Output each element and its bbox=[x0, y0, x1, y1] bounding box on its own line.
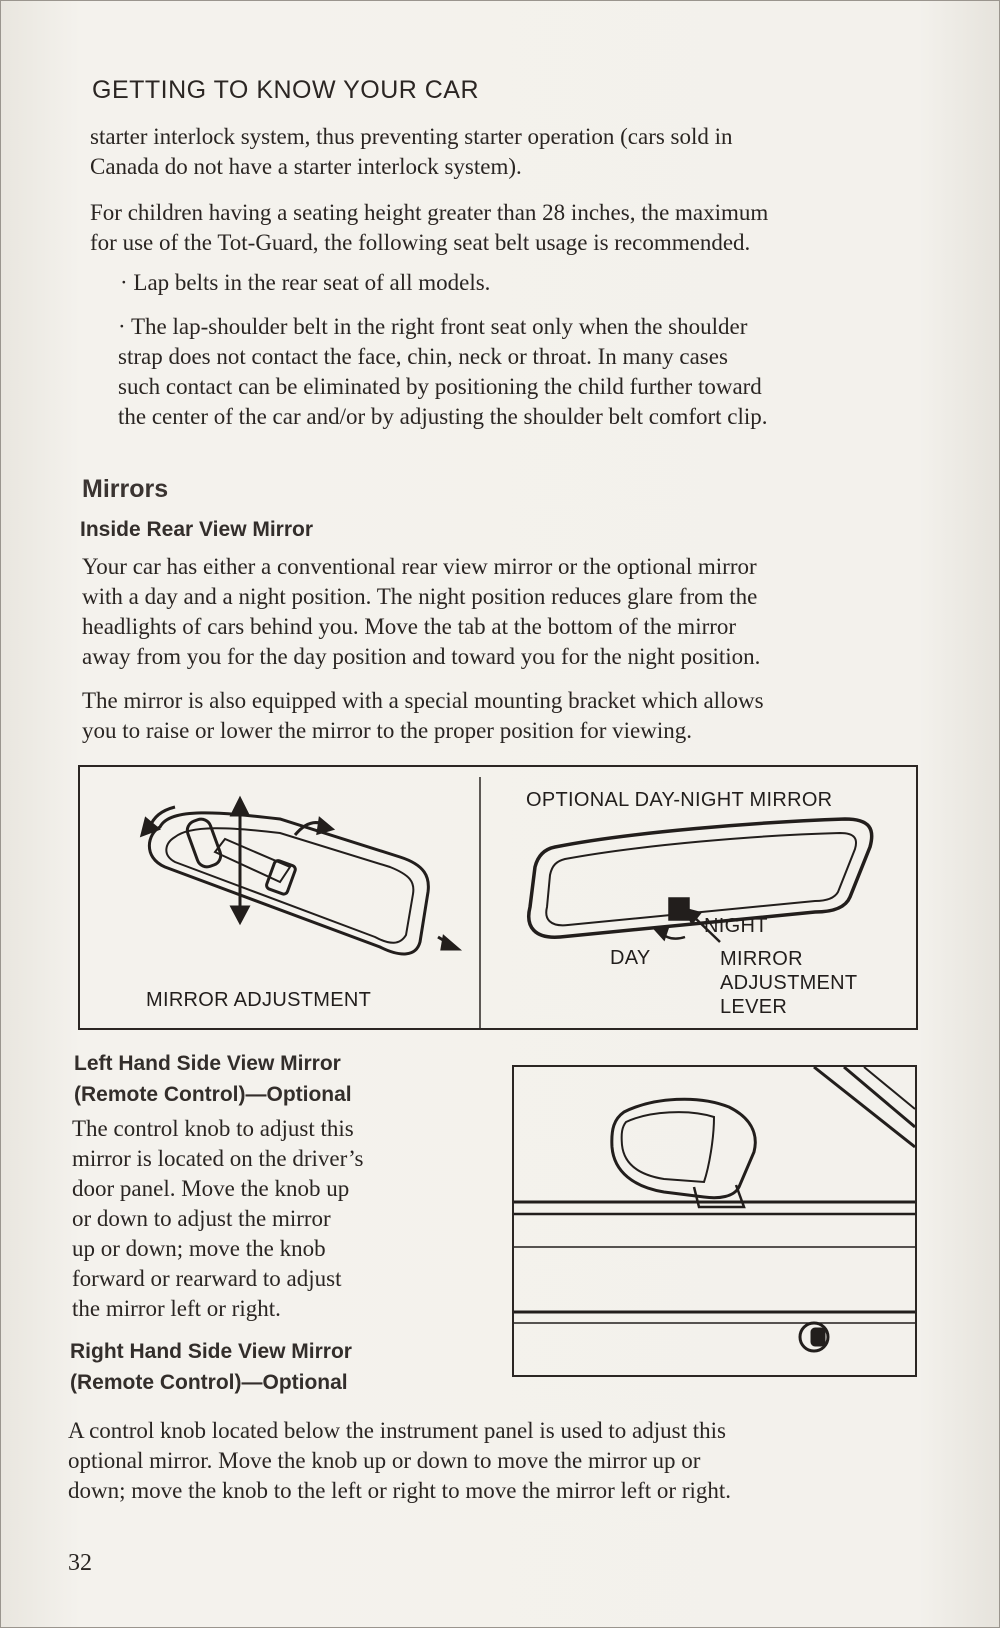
adjustment-arrows-icon bbox=[142, 799, 458, 949]
intro-paragraph-2 bbox=[90, 198, 768, 258]
mirrors-heading: Mirrors bbox=[82, 475, 169, 503]
text-line: down; move the knob to the left or right to move the mirror left or right. bbox=[68, 1478, 732, 1503]
day-night-mirror-caption: OPTIONAL DAY-NIGHT MIRROR bbox=[526, 789, 833, 811]
right-mirror-paragraph bbox=[68, 1416, 731, 1506]
text-line: optional mirror. Move the knob up or down to move the mirror up or bbox=[68, 1448, 701, 1473]
inside-mirror-paragraph-2 bbox=[82, 686, 764, 746]
side-mirror-figure bbox=[512, 1065, 917, 1377]
heading-line: (Remote Control)—Optional bbox=[74, 1083, 352, 1106]
lever-label-line: MIRROR bbox=[720, 948, 803, 970]
text-line: forward or rearward to adjust bbox=[72, 1266, 342, 1291]
text-line: Canada do not have a starter interlock system). bbox=[90, 154, 522, 179]
text-line: starter interlock system, thus preventing starter operation (cars sold in bbox=[90, 124, 733, 149]
heading-line: (Remote Control)—Optional bbox=[70, 1371, 348, 1394]
text-line: up or down; move the knob bbox=[72, 1236, 326, 1261]
text-line: away from you for the day position and toward you for the night position. bbox=[82, 644, 761, 669]
text-line: door panel. Move the knob up bbox=[72, 1176, 350, 1201]
inside-mirror-paragraph-1 bbox=[82, 552, 760, 672]
day-night-mirror-icon bbox=[529, 819, 872, 939]
lever-label-line: LEVER bbox=[720, 996, 788, 1018]
page-number: 32 bbox=[68, 1550, 92, 1576]
side-mirror-illustration bbox=[514, 1067, 915, 1375]
text-line: mirror is located on the driver’s bbox=[72, 1146, 364, 1171]
left-mirror-paragraph bbox=[72, 1114, 363, 1324]
text-line: you to raise or lower the mirror to the proper position for viewing. bbox=[82, 718, 692, 743]
page-header: GETTING TO KNOW YOUR CAR bbox=[92, 76, 480, 104]
left-mirror-heading bbox=[74, 1048, 352, 1110]
text-line: the center of the car and/or by adjusting the shoulder belt comfort clip. bbox=[118, 404, 768, 429]
text-line: the mirror left or right. bbox=[72, 1296, 281, 1321]
mirror-adjustment-figure bbox=[78, 765, 918, 1030]
night-label: NIGHT bbox=[704, 915, 768, 937]
heading-line: Right Hand Side View Mirror bbox=[70, 1340, 352, 1363]
control-knob-icon bbox=[800, 1323, 828, 1351]
text-line: strap does not contact the face, chin, neck or throat. In many cases bbox=[118, 344, 728, 369]
text-line: · The lap-shoulder belt in the right front seat only when the shoulder bbox=[118, 314, 748, 339]
lever-label-line: ADJUSTMENT bbox=[720, 972, 858, 994]
mirror-adjustment-caption: MIRROR ADJUSTMENT bbox=[146, 989, 372, 1011]
conventional-mirror-icon bbox=[149, 813, 428, 954]
text-line: For children having a seating height greater than 28 inches, the maximum bbox=[90, 200, 769, 225]
text-line: or down to adjust the mirror bbox=[72, 1206, 331, 1231]
lever-label bbox=[720, 947, 857, 1019]
intro-paragraph-1 bbox=[90, 122, 733, 182]
heading-line: Left Hand Side View Mirror bbox=[74, 1052, 341, 1075]
text-line: A control knob located below the instrument panel is used to adjust this bbox=[68, 1418, 726, 1443]
text-line: headlights of cars behind you. Move the tab at the bottom of the mirror bbox=[82, 614, 737, 639]
bullet-lap-belts: · Lap belts in the rear seat of all models. bbox=[120, 270, 491, 295]
side-mirror-icon bbox=[612, 1099, 755, 1207]
right-mirror-heading bbox=[70, 1336, 352, 1398]
text-line: such contact can be eliminated by positioning the child further toward bbox=[118, 374, 762, 399]
day-label: DAY bbox=[610, 947, 651, 969]
text-line: The control knob to adjust this bbox=[72, 1116, 354, 1141]
inside-mirror-heading: Inside Rear View Mirror bbox=[80, 518, 314, 541]
text-line: for use of the Tot-Guard, the following seat belt usage is recommended. bbox=[90, 230, 751, 255]
bullet-lap-shoulder-belt bbox=[118, 312, 768, 432]
text-line: Your car has either a conventional rear view mirror or the optional mirror bbox=[82, 554, 757, 579]
text-line: with a day and a night position. The night position reduces glare from the bbox=[82, 584, 758, 609]
text-line: The mirror is also equipped with a special mounting bracket which allows bbox=[82, 688, 764, 713]
